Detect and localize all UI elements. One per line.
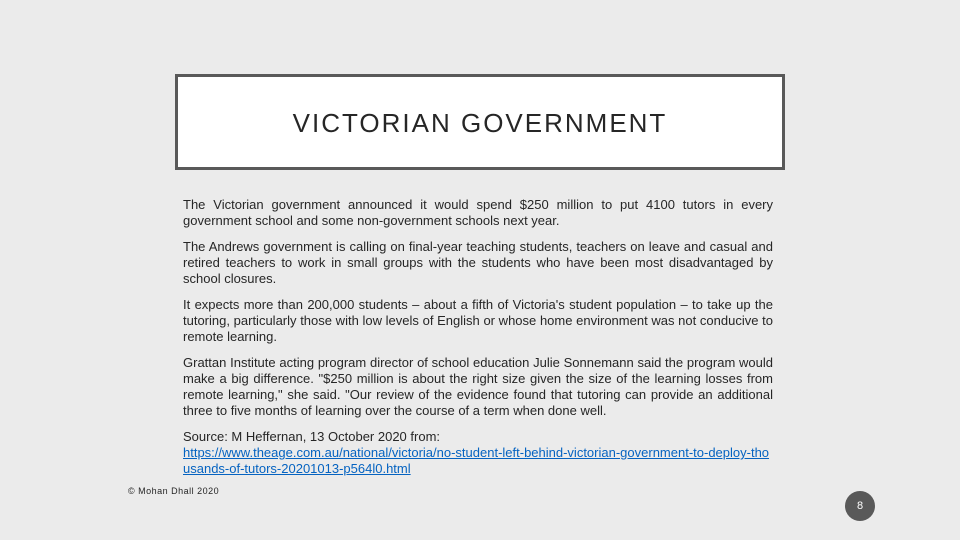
page-number-badge: 8	[845, 491, 875, 521]
copyright-footer: © Mohan Dhall 2020	[128, 486, 220, 496]
paragraph-andrews-government: The Andrews government is calling on final-year teaching students, teachers on leave and casual and retired teachers to work in small groups with the students who have been most disadvantaged by school closures.	[183, 239, 773, 286]
paragraph-grattan-institute: Grattan Institute acting program director of school education Julie Sonnemann said the program would make a big difference. "$250 million is about the right size given the size of the learning losses from remote learning," she said. "Our review of the evidence found that tutoring can provide an additional three to five months of learning over the course of a term when done well.	[183, 355, 773, 418]
title-box	[175, 74, 785, 170]
slide-body	[183, 197, 773, 477]
slide-title: VICTORIAN GOVERNMENT	[292, 107, 668, 138]
source-citation	[183, 429, 773, 477]
paragraph-student-numbers: It expects more than 200,000 students – about a fifth of Victoria's student population – to take up the tutoring, particularly those with low levels of English or whose home environment was not conducive to remote learning.	[183, 297, 773, 344]
source-link[interactable]: https://www.theage.com.au/national/victoria/no-student-left-behind-victorian-government-to-deploy-thousands-of-tutors-20201013-p564l0.html	[183, 445, 770, 476]
paragraph-funding: The Victorian government announced it would spend $250 million to put 4100 tutors in every government school and some non-government schools next year.	[183, 197, 773, 228]
source-label: Source: M Heffernan, 13 October 2020 from:	[183, 429, 441, 444]
